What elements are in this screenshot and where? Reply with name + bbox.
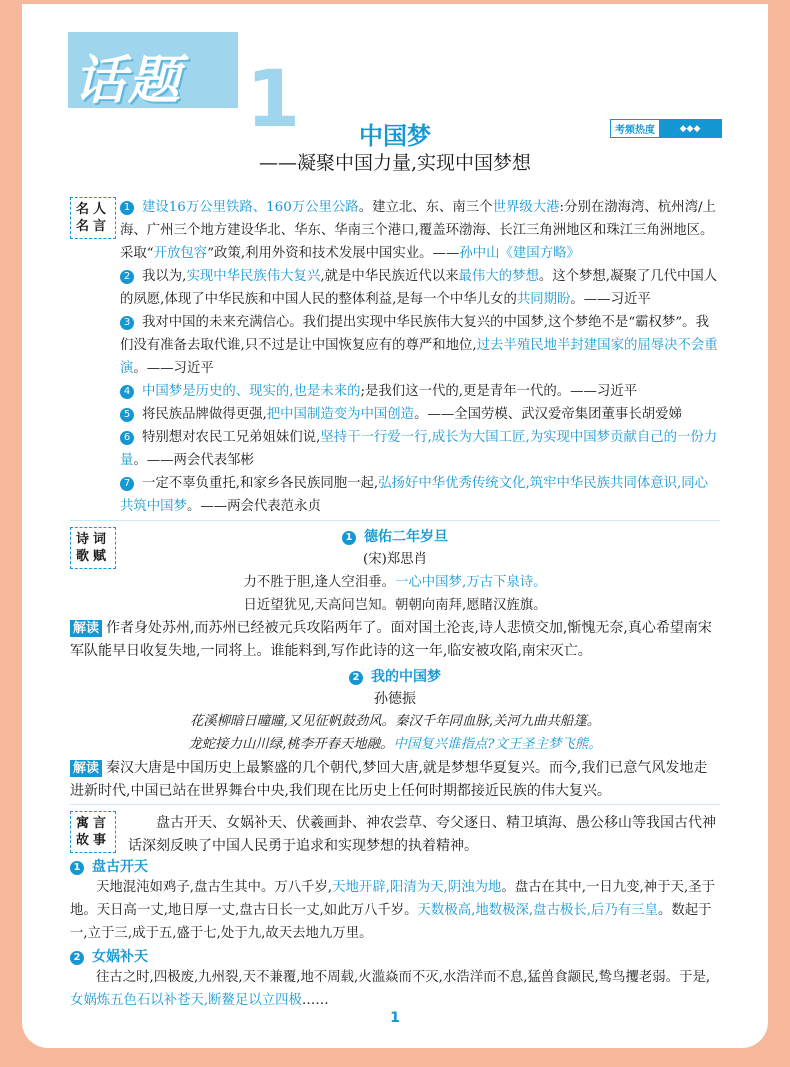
topic-banner [68,32,301,145]
poem1-interpretation [70,617,720,663]
quote-item [120,265,720,311]
quote-text: 。——全国劳模、武汉爱帝集团董事长胡爱娣 [414,407,682,422]
myth2-text [70,966,720,1012]
myth1-title-text: 盘古开天 [92,859,148,875]
divider [70,520,720,521]
quote-number: 5 [120,408,134,422]
poem2-line2-a: 龙蛇接力山川绿,桃李开春天地融。 [188,737,394,752]
myth2-text: 往古之时,四极废,九州裂,天不兼覆,地不周载,火滥焱而不灭,水浩洋而不息,猛兽食颛民,鸷鸟攫老弱。于是, [96,970,711,985]
myth1-title [70,856,148,876]
quote-text: ”政策,利用外资和技术发展中国实业。—— [207,246,460,261]
quote-item [120,472,720,518]
myth2-title-text: 女娲补天 [92,949,148,965]
quote-highlight: 开放包容 [153,246,208,261]
quote-highlight: 世界级大港 [492,200,560,215]
poem2-number: 2 [349,671,363,685]
section-label-quotes: 名人名言 [70,197,116,239]
banner-number: 1 [246,55,301,145]
poem2-line2-b: 中国复兴谁指点?文王圣主梦飞熊。 [393,737,602,752]
quote-text: 。——两会代表范永贞 [186,499,321,514]
myth1-text [70,876,720,945]
poem2-line1: 花溪柳暗日曈曈,又见征帆鼓劲风。秦汉千年同血脉,关河九曲共船篷。 [189,714,601,729]
poem1-line2: 日近望犹见,天高问岂知。朝朝向南拜,愿睹汉旌旗。 [243,598,547,613]
poem1-line1-b: 一心中国梦,万古下泉诗。 [395,575,547,590]
quote-highlight: 实现中华民族伟大复兴 [186,269,321,284]
page [22,0,768,1048]
quote-text: 我以为, [142,269,187,284]
heat-marks: ◆◆◆ [659,120,721,137]
quote-highlight: 坚持干一行爱一行,成长为大国工匠,为实现中国梦贡献自己的一份力量 [120,430,718,468]
quote-text: 我对中国的未来充满信心。我们提出实现中华民族伟大复兴的中国梦,这个梦绝不是“霸权梦”。我们没有准备去取代谁,只不过是让中国恢复应有的尊严和地位, [120,315,709,353]
poem2-interpretation-text: 秦汉大唐是中国历史上最繁盛的几个朝代,梦回大唐,就是梦想华夏复兴。而今,我们已意气风发地走进新时代,中国已站在世界舞台中央,我们现在比历史上任何时期都接近民族的伟大复兴。 [70,760,708,799]
quote-text: 。——两会代表邹彬 [133,453,254,468]
section-label-poems: 诗词歌赋 [70,527,116,569]
page-title: 中国梦 [359,122,431,150]
quote-text: 。——习近平 [133,361,214,376]
poem2-author: 孙德振 [374,691,416,707]
quote-text: 将民族品牌做得更强, [142,407,267,422]
myth1-text: 天地混沌如鸡子,盘古生其中。万八千岁, [96,880,333,895]
quote-highlight: 中国梦是历史的、现实的,也是未来的 [142,384,361,399]
myth1-highlight: 天数极高,地数极深,盘古极长,后乃有三皇 [417,903,658,918]
divider [70,804,720,805]
poem1-title-text: 德佑二年岁旦 [364,529,448,545]
page-number: 1 [390,1010,400,1026]
myth1-text: 。盘古在其中,一日九变,神于天,圣于地。天日高一丈,地日厚一丈,盘古日长一丈,如此万八千岁。 [70,880,715,918]
quotes-block [120,196,720,518]
quote-text: 一定不辜负重托,和家乡各民族同胞一起, [142,476,379,491]
quote-highlight: 孙中山《建国方略》 [459,246,580,261]
quote-number: 7 [120,477,134,491]
quote-highlight: 把中国制造变为中国创造 [266,407,415,422]
poem1-title [22,526,768,546]
myth-intro: 盘古开天、女娲补天、伏羲画卦、神农尝草、夸父逐日、精卫填海、愚公移山等我国古代神话深刻反映了中国人民勇于追求和实现梦想的执着精神。 [128,815,716,854]
poem1-number: 1 [342,531,356,545]
myth1-text: 。数起于一,立于三,成于五,盛于七,处于九,故天去地九万里。 [70,903,712,941]
poem1-interpretation-text: 作者身处苏州,而苏州已经被元兵攻陷两年了。面对国土沦丧,诗人悲愤交加,惭愧无奈,真心希望南宋军队能早日收复失地,一同将上。谁能料到,写作此诗的这一年,临安被攻陷,南宋灭亡。 [70,620,712,659]
poem2-line2 [22,733,768,756]
quote-highlight: 过去半殖民地半封建国家的屈辱决不会重演 [120,338,718,376]
quote-highlight: 建设16万公里铁路、160万公里公路 [142,200,359,215]
quote-item [120,380,720,403]
quote-number: 2 [120,270,134,284]
quote-text: 特别想对农民工兄弟姐妹们说, [142,430,321,445]
poem1-line1 [22,571,768,594]
poem2-title [22,666,768,686]
quote-text: 。这个梦想,凝聚了几代中国人的夙愿,体现了中华民族和中国人民的整体利益,是每一个中华儿女的 [120,269,718,307]
quote-text: 。——习近平 [570,292,651,307]
quote-item [120,311,720,380]
quote-number: 6 [120,431,134,445]
poem1-line1-a: 力不胜于胆,逢人空泪垂。 [243,575,395,590]
quote-number: 3 [120,316,134,330]
quote-text: ;是我们这一代的,更是青年一代的。——习近平 [360,384,638,399]
quote-item [120,403,720,426]
myth2-title [70,946,148,966]
myth2-text: …… [301,993,329,1008]
quote-item [120,196,720,265]
quote-highlight: 弘扬好中华优秀传统文化,筑牢中华民族共同体意识,同心共筑中国梦 [120,476,709,514]
poem2-title-text: 我的中国梦 [371,669,441,685]
top-ribbon [22,0,768,4]
myth1-highlight: 天地开辟,阳清为天,阴浊为地 [332,880,502,895]
poem2-interpretation [70,757,720,803]
interpretation-badge: 解读 [70,620,102,637]
quote-highlight: 最伟大的梦想 [458,269,539,284]
myth1-number: 1 [70,861,84,875]
quote-text: :分别在渤海湾、杭州湾/上海、广州三个地方建设华北、华东、华南三个港口,覆盖环渤海、长江三角洲地区和珠江三角洲地区。采取“ [120,200,716,261]
poem1-author: (宋)郑思肖 [362,552,427,567]
banner-text: 话题 [74,50,183,111]
heat-badge [610,119,722,138]
page-subtitle: ——凝聚中国力量,实现中国梦想 [258,152,532,174]
section-label-myths: 寓言故事 [70,811,116,853]
quote-text: ,就是中华民族近代以来 [320,269,459,284]
interpretation-badge: 解读 [70,760,102,777]
quote-number: 4 [120,385,134,399]
quote-highlight: 共同期盼 [516,292,571,307]
quote-item [120,426,720,472]
heat-label: 考频热度 [615,125,655,136]
myth2-number: 2 [70,951,84,965]
myth2-highlight: 女娲炼五色石以补苍天,断鳌足以立四极 [70,993,302,1008]
quote-text: 。建立北、东、南三个 [358,200,493,215]
quote-number: 1 [120,201,134,215]
